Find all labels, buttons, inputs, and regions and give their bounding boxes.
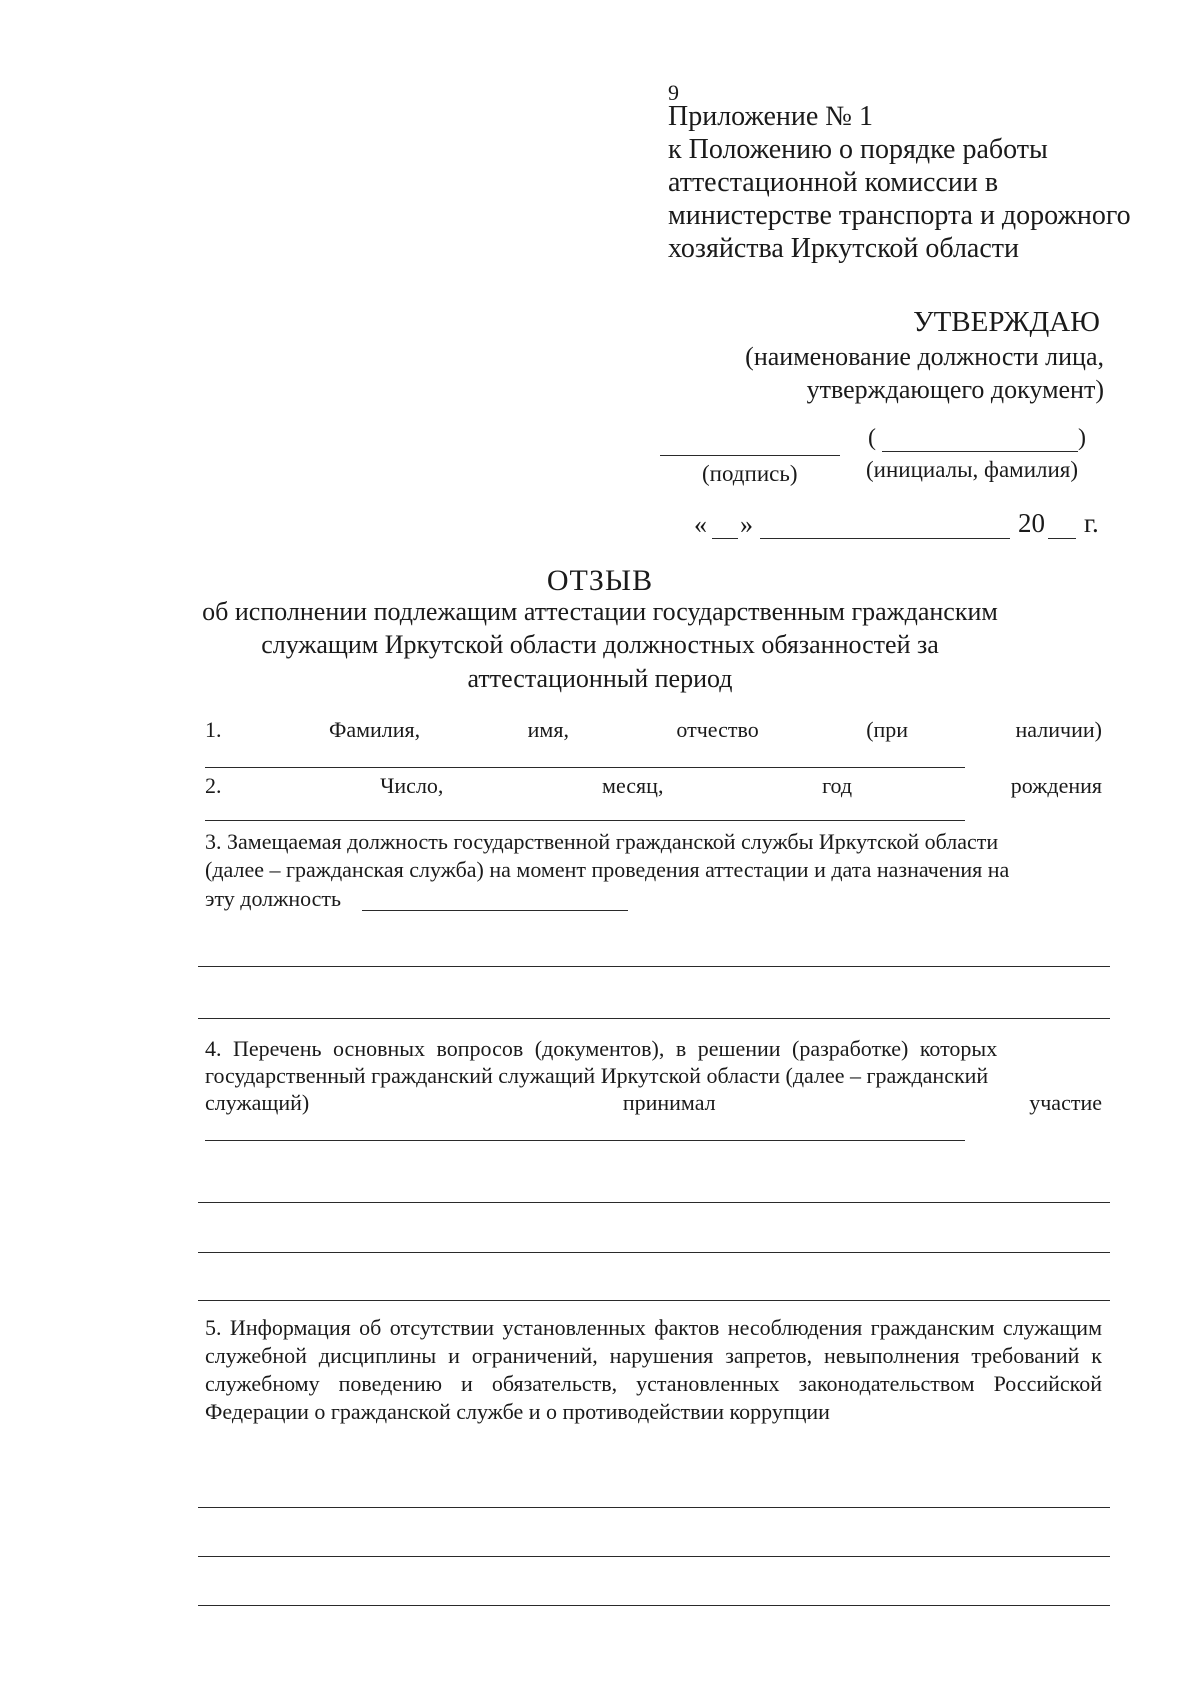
field-4-line: 4. Перечень основных вопросов (документов), в решении (разработке) которых: [205, 1036, 998, 1061]
date-year-suffix: г.: [1084, 508, 1099, 538]
date-month-line: [760, 538, 1010, 539]
date-day-line: [712, 538, 738, 539]
field-2-number: 2.: [205, 773, 222, 798]
approval-position-line: утверждающего документ): [806, 375, 1104, 404]
date-year-prefix: 20: [1018, 508, 1045, 538]
field-5-answer-line: [198, 1605, 1110, 1606]
initials-caption: (инициалы, фамилия): [866, 457, 1079, 482]
page-number: 9: [668, 80, 679, 105]
field-3-answer-line: [198, 966, 1110, 967]
field-1-word: отчество: [676, 717, 759, 742]
document-subtitle: аттестационный период: [467, 664, 733, 693]
field-2-birthdate-label: [205, 773, 1102, 799]
appendix-line: аттестационной комиссии в: [668, 167, 999, 198]
field-4-line: государственный гражданский служащий Иркутской области (далее – гражданский: [205, 1063, 989, 1088]
field-1-word: Фамилия,: [328, 717, 421, 742]
field-2-word: рождения: [1010, 773, 1102, 798]
document-subtitle: об исполнении подлежащим аттестации государственным гражданским: [202, 597, 998, 626]
document-title: ОТЗЫВ: [546, 564, 654, 597]
field-1-fullname-label: [205, 717, 1102, 743]
document-subtitle: служащим Иркутской области должностных обязанностей за: [261, 630, 939, 659]
field-4-line: [205, 1090, 1102, 1116]
field-1-word: наличии): [1015, 717, 1102, 742]
initials-close-paren: ): [1078, 425, 1086, 451]
initials-open-paren: (: [868, 425, 876, 451]
date-close-quote: »: [740, 510, 753, 539]
appendix-line: хозяйства Иркутской области: [668, 233, 1019, 264]
approval-position-line: (наименование должности лица,: [745, 342, 1104, 371]
field-3-line: 3. Замещаемая должность государственной гражданской службы Иркутской области: [205, 829, 999, 854]
signature-caption: (подпись): [702, 461, 798, 486]
field-5-answer-line: [198, 1507, 1110, 1508]
field-5-text: 5. Информация об отсутствии установленных фактов несоблюдения гражданским служащим служебной дисциплины и ограничений, нарушения запретов, невыполнения требований к служебному поведению и обязательств, установленных законодательством Российской Федерации о гражданской службе и о противодействии коррупции: [205, 1315, 1102, 1424]
field-3-line: (далее – гражданская служба) на момент проведения аттестации и дата назначения на: [205, 857, 1010, 882]
appendix-line: министерстве транспорта и дорожного: [668, 200, 1131, 231]
initials-line: [882, 451, 1078, 452]
appendix-line: к Положению о порядке работы: [668, 134, 1048, 165]
field-2-word: месяц,: [602, 773, 664, 798]
field-1-word: имя,: [527, 717, 569, 742]
field-5-answer-line: [198, 1556, 1110, 1557]
field-2-word: Число,: [380, 773, 444, 798]
field-3-answer-line: [198, 1018, 1110, 1019]
field-3-answer-line: [362, 910, 628, 911]
field-2-answer-line: [205, 820, 965, 821]
field-4-answer-line: [205, 1140, 965, 1141]
field-4-word: принимал: [622, 1090, 716, 1115]
appendix-title: Приложение № 1: [668, 101, 873, 132]
signature-line: [660, 455, 840, 456]
field-3-line: эту должность: [205, 886, 342, 911]
field-4-answer-line: [198, 1202, 1110, 1203]
date-open-quote: «: [694, 510, 707, 539]
field-1-answer-line: [205, 767, 965, 768]
field-4-word: служащий): [205, 1090, 310, 1115]
appendix-header: [668, 100, 1131, 265]
approval-title: УТВЕРЖДАЮ: [913, 306, 1100, 338]
field-2-word: год: [822, 773, 853, 798]
date-year-line: [1048, 538, 1076, 539]
field-4-word: участие: [1029, 1090, 1102, 1115]
field-4-answer-line: [198, 1252, 1110, 1253]
field-1-word: (при: [866, 717, 909, 742]
field-1-number: 1.: [205, 717, 222, 742]
field-4-answer-line: [198, 1300, 1110, 1301]
